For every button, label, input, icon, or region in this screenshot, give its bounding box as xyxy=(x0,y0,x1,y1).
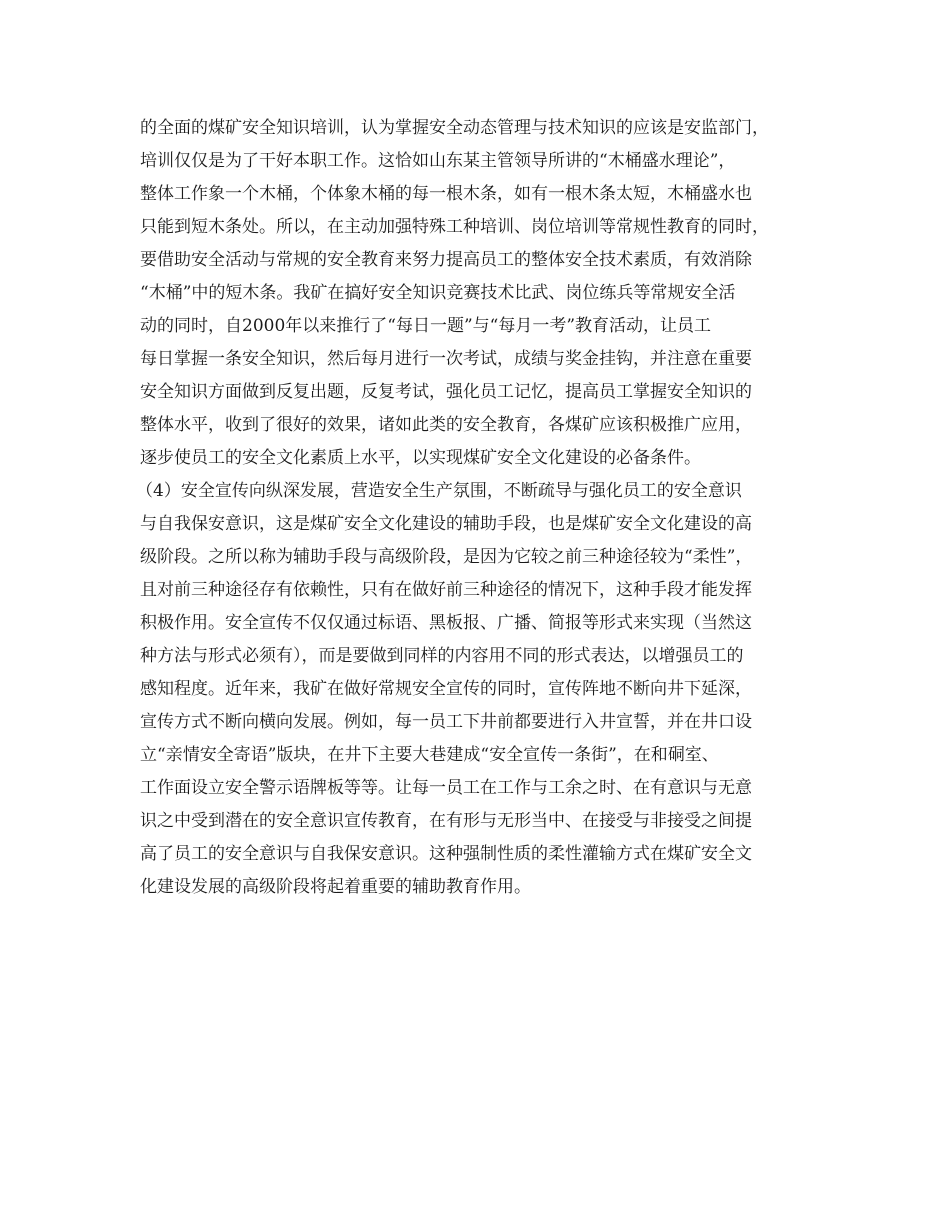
text-line: 感知程度。近年来，我矿在做好常规安全宣传的同时，宣传阵地不断向井下延深， xyxy=(140,679,752,699)
list-item-heading-line: （4）安全宣传向纵深发展，营造安全生产氛围，不断疏导与强化员工的安全意识 xyxy=(136,481,742,501)
text-line: 积极作用。安全宣传不仅仅通过标语、黑板报、广播、简报等形式来实现（当然这 xyxy=(140,613,752,633)
text-line: 逐步使员工的安全文化素质上水平，以实现煤矿安全文化建设的必备条件。 xyxy=(140,448,701,468)
text-line: 宣传方式不断向横向发展。例如，每一员工下井前都要进行入井宣誓，并在井口设 xyxy=(140,712,752,732)
text-line: 动的同时，自2000年以来推行了“每日一题”与“每月一考”教育活动，让员工 xyxy=(140,316,712,336)
text-line: 高了员工的安全意识与自我保安意识。这种强制性质的柔性灌输方式在煤矿安全文 xyxy=(140,844,752,864)
text-line: 要借助安全活动与常规的安全教育来努力提高员工的整体安全技术素质，有效消除 xyxy=(140,250,752,270)
text-line: 化建设发展的高级阶段将起着重要的辅助教育作用。 xyxy=(140,877,531,897)
text-line: 整体水平，收到了很好的效果，诸如此类的安全教育，各煤矿应该积极推广应用， xyxy=(140,415,752,435)
text-line: 的全面的煤矿安全知识培训，认为掌握安全动态管理与技术知识的应该是安监部门， xyxy=(140,118,769,138)
text-line: 每日掌握一条安全知识，然后每月进行一次考试，成绩与奖金挂钩，并注意在重要 xyxy=(140,349,752,369)
text-line: 级阶段。之所以称为辅助手段与高级阶段，是因为它较之前三种途径较为“柔性”， xyxy=(140,547,753,567)
text-line: 培训仅仅是为了干好本职工作。这恰如山东某主管领导所讲的“木桶盛水理论”， xyxy=(140,151,736,171)
text-line: 立“亲情安全寄语”版块，在井下主要大巷建成“安全宣传一条街”，在和硐室、 xyxy=(140,745,719,765)
text-line: 与自我保安意识，这是煤矿安全文化建设的辅助手段，也是煤矿安全文化建设的高 xyxy=(140,514,752,534)
text-line: 且对前三种途径存有依赖性，只有在做好前三种途径的情况下，这种手段才能发挥 xyxy=(140,580,752,600)
document-body xyxy=(136,112,830,904)
text-line: 工作面设立安全警示语牌板等等。让每一员工在工作与工余之时、在有意识与无意 xyxy=(140,778,752,798)
text-line: 整体工作象一个木桶，个体象木桶的每一根木条，如有一根木条太短，木桶盛水也 xyxy=(140,184,752,204)
text-line: 只能到短木条处。所以，在主动加强特殊工种培训、岗位培训等常规性教育的同时， xyxy=(140,217,769,237)
text-line: 种方法与形式必须有），而是要做到同样的内容用不同的形式表达，以增强员工的 xyxy=(140,646,744,666)
text-line: 安全知识方面做到反复出题，反复考试，强化员工记忆，提高员工掌握安全知识的 xyxy=(140,382,752,402)
text-line: “木桶”中的短木条。我矿在搞好安全知识竞赛技术比武、岗位练兵等常规安全活 xyxy=(140,283,736,303)
text-line: 识之中受到潜在的安全意识宣传教育，在有形与无形当中、在接受与非接受之间提 xyxy=(140,811,752,831)
